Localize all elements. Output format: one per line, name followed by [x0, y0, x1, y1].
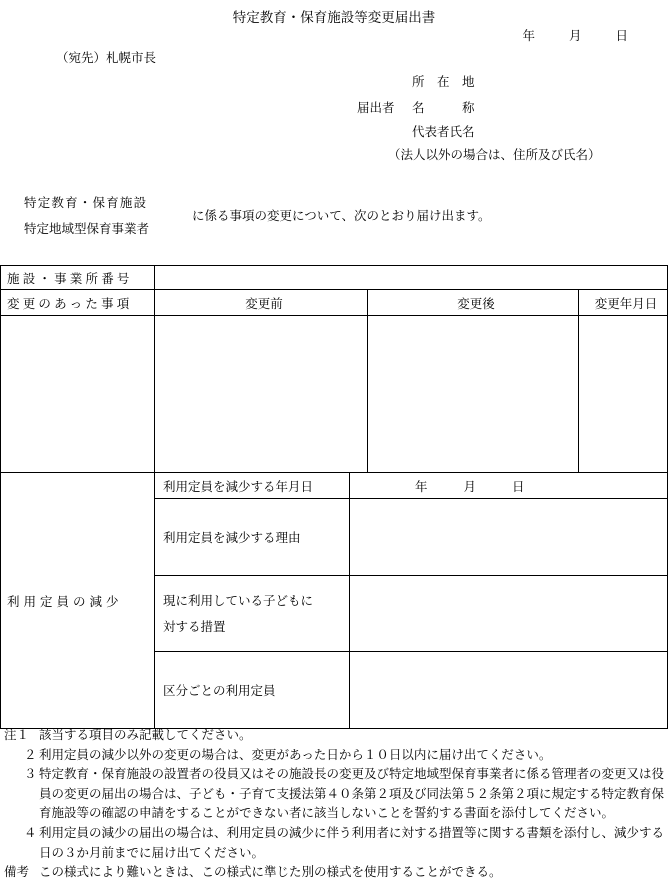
change-date-label: 変更年月日	[579, 290, 668, 316]
before-field[interactable]	[155, 316, 368, 473]
non-corporate-note: （法人以外の場合は、住所及び氏名）	[388, 147, 601, 162]
facility-number-field[interactable]	[155, 266, 668, 290]
changed-item-label: 変更のあった事項	[1, 290, 155, 316]
page-title: 特定教育・保育施設等変更届出書	[232, 10, 436, 26]
note-2	[4, 745, 664, 765]
note-3-num: ３	[24, 766, 37, 782]
name-label: 名 称	[412, 100, 475, 115]
submission-date	[488, 26, 628, 44]
year-label: 年	[522, 28, 535, 43]
statement-facility: 特定教育・保育施設	[24, 195, 148, 210]
measures-field[interactable]	[350, 576, 668, 652]
note-3-text: 特定教育・保育施設の設置者の役員又はその施設長の変更及び特定地域型保育事業者に係る管理者の変更又は役員の変更の届出の場合は、子ども・子育て支援法第４０条第２項及び同法第５２条第２項に規定する特定教育保育施設等の確認の申請をすることができない者に該当しないことを誓約する書面を添付してください。	[39, 766, 665, 821]
reduction-date-field[interactable]	[350, 473, 668, 499]
note-3	[4, 764, 664, 823]
measures-label	[155, 576, 350, 652]
note-1-num: 注１	[4, 727, 30, 742]
note-2-text: 利用定員の減少以外の変更の場合は、変更があった日から１０日以内に届け出てください。	[39, 746, 552, 762]
note-1	[4, 725, 664, 745]
note-2-num: ２	[24, 746, 37, 762]
remark-text: この様式により難いときは、この様式に準じた別の様式を使用することができる。	[39, 864, 502, 880]
note-4-text: 利用定員の減少の届出の場合は、利用定員の減少に伴う利用者に対する措置等に関する書類を添付し、減少する日の３か月前までに届け出てください。	[39, 824, 665, 860]
representative-label: 代表者氏名	[412, 124, 475, 139]
reduction-reason-label: 利用定員を減少する理由	[155, 499, 350, 576]
reduction-day-label: 日	[512, 478, 525, 494]
change-date-field[interactable]	[579, 316, 668, 473]
note-1-text: 該当する項目のみ記載してください。	[39, 727, 252, 742]
after-field[interactable]	[368, 316, 579, 473]
changed-item-field[interactable]	[1, 316, 155, 473]
address-label: 所 在 地	[412, 74, 475, 89]
reduction-reason-field[interactable]	[350, 499, 668, 576]
remark	[4, 862, 664, 882]
measures-label-line2: 対する措置	[163, 618, 226, 634]
addressee: （宛先）札幌市長	[56, 50, 157, 65]
submitter-label: 届出者	[357, 100, 395, 115]
capacity-field[interactable]	[350, 652, 668, 729]
capacity-label: 区分ごとの利用定員	[155, 652, 350, 729]
statement-text: に係る事項の変更について、次のとおり届け出ます。	[192, 208, 491, 223]
reduction-label: 利用定員の減少	[1, 473, 155, 729]
before-label: 変更前	[155, 290, 368, 316]
facility-number-label: 施設・事業所番号	[1, 266, 155, 290]
measures-label-line1: 現に利用している子どもに	[163, 592, 314, 608]
reduction-year-label: 年	[415, 478, 428, 494]
remark-label: 備考	[4, 864, 30, 880]
month-label: 月	[568, 28, 582, 43]
statement-business: 特定地域型保育事業者	[24, 221, 150, 236]
change-form-table	[0, 265, 668, 729]
notes	[4, 725, 664, 882]
day-label: 日	[615, 28, 628, 43]
reduction-date-label: 利用定員を減少する年月日	[155, 473, 350, 499]
reduction-month-label: 月	[463, 478, 477, 494]
note-4	[4, 823, 664, 862]
note-4-num: ４	[24, 824, 37, 840]
after-label: 変更後	[368, 290, 579, 316]
